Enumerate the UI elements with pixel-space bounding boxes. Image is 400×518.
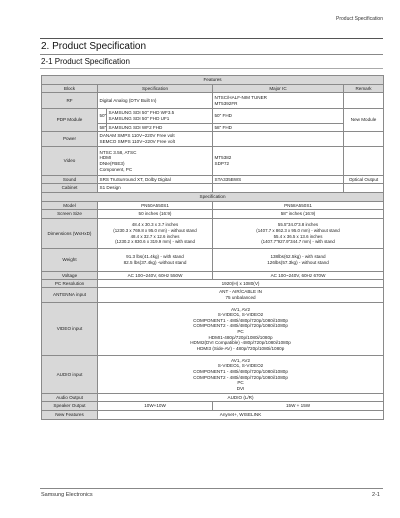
new-features-value: Anynet+, WISELINK <box>98 411 384 420</box>
row-label-cabinet: Cabinet <box>42 184 98 193</box>
table-row <box>42 219 384 249</box>
row-label-antenna: ANTENNA input <box>42 288 98 303</box>
speaker-b: 15W + 15W <box>213 402 384 411</box>
rf-ic: NTSC/HALF-NIM TUNER MT5392FR <box>213 93 344 109</box>
pc-resolution-value: 1920(H) x 1080(V) <box>98 280 384 288</box>
screen-b: 58" inches (16:9) <box>213 210 384 219</box>
sound-ic: STA335BWS <box>213 176 344 184</box>
divider <box>40 68 383 69</box>
page-header: Product Specification <box>336 16 383 22</box>
video-input-value: AV1, AV2 S-VIDEO1, S-VIDEO2 COMPONENT1 - 480i/480p/720p/1080i/1080p COMPONENT2 - 480i/480p/720p/1080i/1080p PC HDMI1-480p/720p/1080i/1080p HDMI2(DVI Compatible) -480p/720p/1080i/1080p HDMI3 (Side-AV) - 480p/720p/1080i/1080p <box>98 303 384 356</box>
screen-a: 50 inches (16:9) <box>98 210 213 219</box>
divider <box>40 54 383 55</box>
table-row <box>42 109 384 124</box>
page-title: 2. Product Specification <box>41 41 147 52</box>
row-label-model: Model <box>42 202 98 210</box>
table-row <box>42 272 384 280</box>
table-row <box>42 356 384 394</box>
dimensions-b: 55.5"34.0"3.8 inches (1407.7 x 862.3 x 95.0 mm) - without stand 55.4 x 36.5 x 13.6 inches (1407.7"927.9"344.7 mm) - with stand <box>213 219 384 249</box>
features-title: Features <box>42 76 384 85</box>
model-b: PN58A550S1 <box>213 202 384 210</box>
weight-a: 91.3 lbs(41.4kg) - with stand 82.5 lbs(37.4kg) -without stand <box>98 249 213 272</box>
table-row <box>42 303 384 356</box>
video-spec: NTSC 3.58, ATSC HDMI DNIe(FBE3) Component, PC <box>98 147 213 176</box>
row-label-rf: RF <box>42 93 98 109</box>
table-row <box>42 147 384 176</box>
pdp-ic-58: 58" FHD <box>213 124 344 132</box>
table-row <box>42 210 384 219</box>
pdp-remark: New Module <box>344 109 384 132</box>
col-major-ic: Major IC <box>213 85 344 93</box>
pdp-size-58: 58" <box>99 124 107 130</box>
row-label-power: Power <box>42 132 98 147</box>
row-label-speaker-output: Speaker Output <box>42 402 98 411</box>
row-label-audio-input: AUDIO input <box>42 356 98 394</box>
section-title: 2-1 Product Specification <box>41 57 130 66</box>
table-row <box>42 176 384 184</box>
table-row <box>42 132 384 147</box>
footer-company: Samsung Electronics <box>41 492 93 498</box>
row-label-audio-output: Audio Output <box>42 394 98 402</box>
specification-title: Specification <box>42 193 384 202</box>
col-block: Block <box>42 85 98 93</box>
speaker-a: 10W+10W <box>98 402 213 411</box>
audio-output-value: AUDIO (L/R) <box>98 394 384 402</box>
spec-table <box>41 75 384 420</box>
table-row <box>42 288 384 303</box>
antenna-value: ANT - AIR/CABLE IN 75 unbalanced <box>98 288 384 303</box>
row-label-dimensions: Dimensions (WxHxD) <box>42 219 98 249</box>
pdp-size-50: 50" <box>98 109 107 124</box>
col-remark: Remark <box>344 85 384 93</box>
rf-spec: Digital Analog (DTV Built In) <box>98 93 213 109</box>
row-label-new-features: New Features <box>42 411 98 420</box>
video-ic: MT5382 SDP72 <box>213 147 344 176</box>
weight-b: 138lbs(62.5kg) - with stand 126lbs(57.3kg) - without stand <box>213 249 384 272</box>
pdp-spec-50: SAMSUNG SDI 50" FHD WF3.5 SAMSUNG SDI 50" FHD UF1 <box>107 109 213 124</box>
table-row <box>42 280 384 288</box>
row-label-voltage: Voltage <box>42 272 98 280</box>
table-row <box>42 249 384 272</box>
divider <box>40 488 383 489</box>
table-row <box>42 184 384 193</box>
pdp-ic-50: 50" FHD <box>213 109 344 124</box>
model-a: PN50A550S1 <box>98 202 213 210</box>
row-label-weight: Weight <box>42 249 98 272</box>
row-label-pdp: PDP Module <box>42 109 98 132</box>
table-row <box>42 402 384 411</box>
voltage-b: AC 100~240V, 60Hz 670W <box>213 272 384 280</box>
cabinet-spec: S1 Design <box>98 184 213 193</box>
row-label-video-input: VIDEO input <box>42 303 98 356</box>
divider <box>40 38 383 39</box>
row-label-screen: Screen Size <box>42 210 98 219</box>
table-row <box>42 411 384 420</box>
dimensions-a: 48.4 x 30.3 x 3.7 inches (1230.3 x 769.8 x 95.0 mm) - without stand 48.4 x 32.7 x 12.6 inches (1230.2 x 830.6 x 319.9 mm) - with stand <box>98 219 213 249</box>
pdp-spec-58: SAMSUNG SDI WF2 FHD <box>107 124 213 132</box>
table-row <box>42 202 384 210</box>
voltage-a: AC 100~240V, 60Hz 550W <box>98 272 213 280</box>
row-label-video: Video <box>42 147 98 176</box>
table-row <box>42 394 384 402</box>
col-specification: Specification <box>98 85 213 93</box>
audio-input-value: AV1, AV2 S-VIDEO1, S-VIDEO2 COMPONENT1 - 480i/480p/720p/1080i/1080p COMPONENT2 - 480i/480p/720p/1080i/1080p PC DVI <box>98 356 384 394</box>
sound-remark: Optical Output <box>344 176 384 184</box>
table-row <box>42 93 384 109</box>
row-label-sound: Sound <box>42 176 98 184</box>
page-number: 2-1 <box>372 492 380 498</box>
row-label-pc-resolution: PC Resolution <box>42 280 98 288</box>
power-spec: DANAM SMPS 110V~220V Free volt SEMCO SMPS 110V~220V Free volt <box>98 132 213 147</box>
sound-spec: SRS TruSurround XT, Dolby Digital <box>98 176 213 184</box>
